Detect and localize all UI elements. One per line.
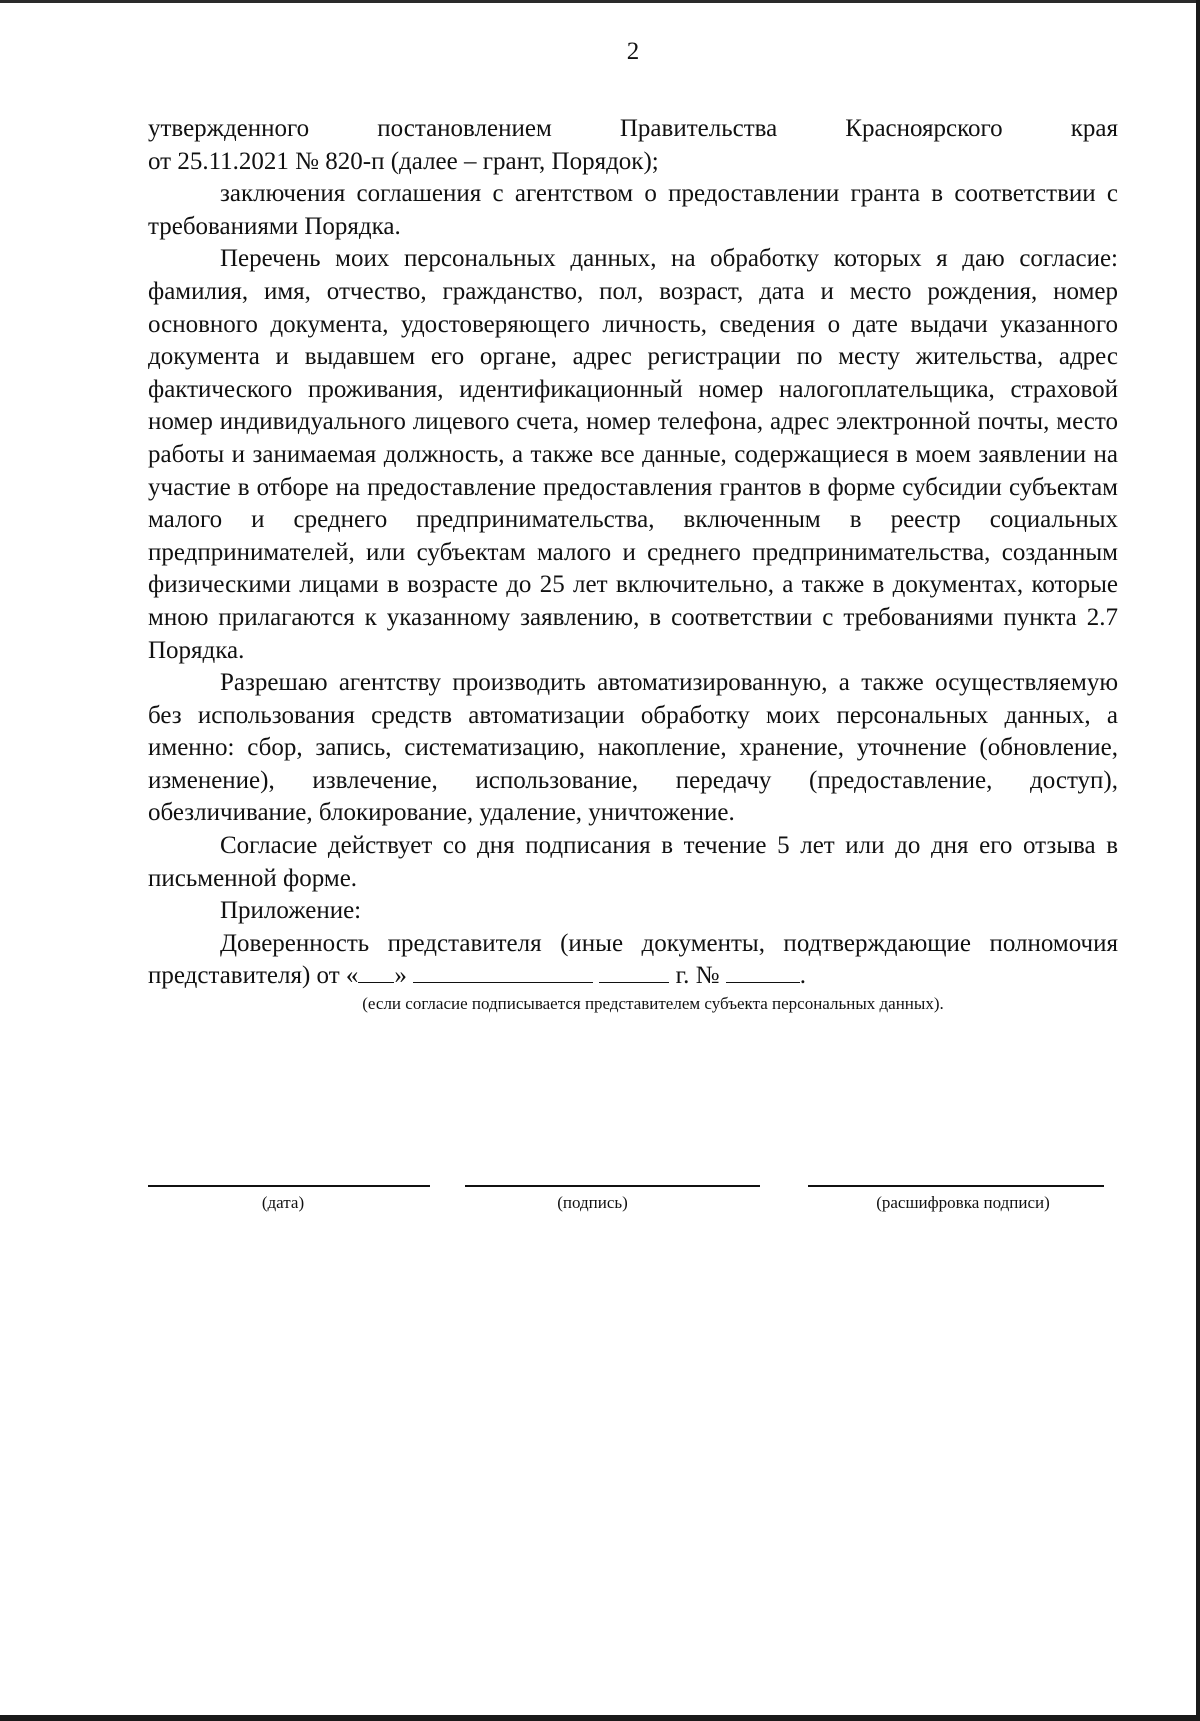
word: края: [1070, 115, 1118, 142]
date-caption: (дата): [261, 1193, 305, 1212]
paragraph-4: Разрешаю агентству производить автоматизированную, а также осуществляемую без использования средств автоматизации обработку моих персональных данных, а именно: сбор, запись, систематизацию, накопление, хранение, уточнение (обновление, изменение), извлечение, использование, передачу (предоставление, доступ), обезличивание, блокирование, удаление, уничтожение.: [148, 669, 1118, 827]
quote-close: »: [394, 962, 407, 990]
page-number: 2: [626, 38, 640, 65]
month-blank[interactable]: [413, 960, 593, 983]
date-line[interactable]: [148, 1185, 430, 1187]
signature-decode-caption: (расшифровка подписи): [876, 1193, 1050, 1212]
word: утвержденного: [148, 115, 310, 142]
number-blank[interactable]: [726, 960, 800, 983]
signature-decode-line[interactable]: [808, 1185, 1104, 1187]
signature-caption: (подпись): [557, 1193, 628, 1212]
scan-edge-right: [1196, 0, 1200, 1721]
scan-edge-bottom: [0, 1715, 1200, 1721]
year-number-label: г. №: [675, 962, 720, 990]
representative-note: (если согласие подписывается представителем субъекта персональных данных).: [362, 994, 944, 1014]
paragraph-3: Перечень моих персональных данных, на обработку которых я даю согласие: фамилия, имя, отчество, гражданство, пол, возраст, дата и место рождения, номер основного документа, удостоверяющего личность, сведения о дате выдачи указанного документа и выдавшем его органе, адрес регистрации по месту жительства, адрес фактического проживания, идентификационный номер налогоплательщика, страховой номер индивидуального лицевого счета, номер телефона, адрес электронной почты, место работы и занимаемая должность, а также все данные, содержащиеся в моем заявлении на участие в отборе на предоставление предоставления грантов в форме субсидии субъектам малого и среднего предпринимательства, включенным в реестр социальных предпринимателей, или субъектам малого и среднего предпринимательства, созданным физическими лицами в возрасте до 25 лет включительно, а также в документах, которые мною прилагаются к указанному заявлению, в соответствии с требованиями пункта 2.7 Порядка.: [148, 245, 1118, 664]
paragraph-5: Согласие действует со дня подписания в течение 5 лет или до дня его отзыва в письменной форме.: [148, 832, 1118, 892]
scan-edge-top: [0, 0, 1200, 3]
signature-line[interactable]: [465, 1185, 760, 1187]
paragraph-7: [148, 928, 1118, 993]
period: .: [799, 962, 806, 990]
signature-block: [0, 1177, 1200, 1237]
word: постановлением: [377, 115, 552, 142]
word: Правительства: [619, 115, 778, 142]
word: Красноярского: [845, 115, 1003, 142]
day-blank[interactable]: [358, 960, 394, 983]
paragraph-1-line-2: от 25.11.2021 № 820-п (далее – грант, Порядок);: [148, 147, 659, 175]
paragraph-6: Приложение:: [220, 897, 362, 925]
year-blank[interactable]: [599, 960, 669, 983]
paragraph-1-line-1: [148, 113, 1118, 146]
attachment-text: Доверенность представителя (иные документы, подтверждающие полномочия представителя) от «: [148, 929, 1118, 990]
document-body: [148, 113, 1118, 1015]
paragraph-2: заключения соглашения с агентством о предоставлении гранта в соответствии с требованиями Порядка.: [148, 180, 1118, 240]
